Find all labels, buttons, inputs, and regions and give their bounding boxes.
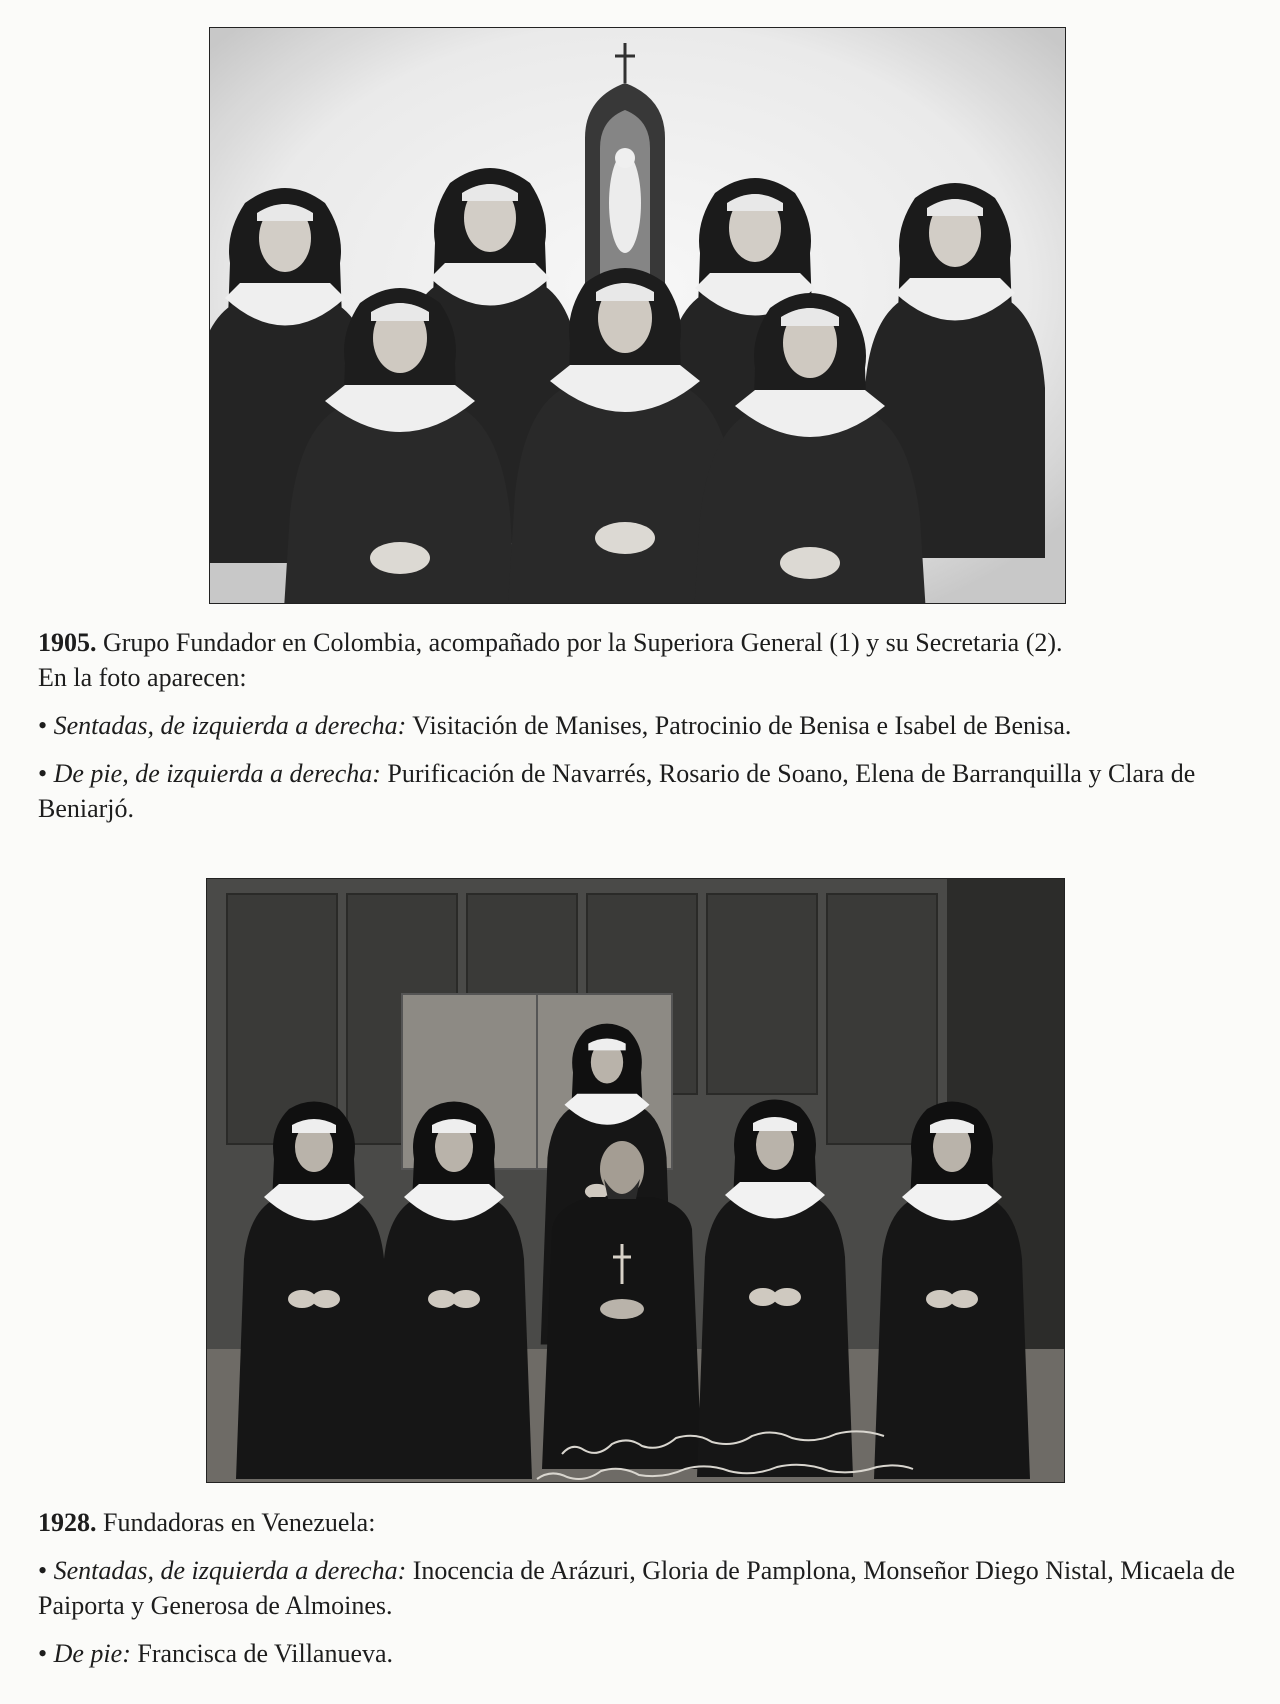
caption-text: Fundadoras en Venezuela: xyxy=(103,1508,376,1537)
list-item-text: Purificación de Navarrés, Rosario de Soano, Elena de Barranquilla y Clara de Beniarjó. xyxy=(38,759,1196,823)
list-item-standing xyxy=(38,756,1238,826)
photo-1905-founding-group xyxy=(209,27,1066,604)
caption-1905-intro xyxy=(38,625,1238,660)
caption-1928 xyxy=(38,1505,1238,1671)
photo-1928-venezuela-founders xyxy=(206,878,1065,1483)
list-item-text: Visitación de Manises, Patrocinio de Benisa e Isabel de Benisa. xyxy=(412,711,1072,740)
list-item-text: Francisca de Villanueva. xyxy=(137,1639,394,1668)
list-item-text: Inocencia de Arázuri, Gloria de Pamplona, Monseñor Diego Nistal, Micaela de Paiporta y Generosa de Almoines. xyxy=(38,1556,1236,1620)
caption-1905 xyxy=(38,625,1238,826)
bullet-icon: • xyxy=(38,1556,48,1585)
list-item-label: Sentadas, de izquierda a derecha: xyxy=(53,1556,407,1585)
bullet-icon: • xyxy=(38,759,48,788)
list-item-standing xyxy=(38,1636,1238,1671)
list-item-seated xyxy=(38,708,1238,743)
list-item-label: De pie, de izquierda a derecha: xyxy=(53,759,381,788)
year-label: 1928. xyxy=(38,1508,97,1537)
bullet-icon: • xyxy=(38,1639,48,1668)
caption-1928-intro xyxy=(38,1505,1238,1540)
list-item-label: De pie: xyxy=(53,1639,131,1668)
list-item-label: Sentadas, de izquierda a derecha: xyxy=(53,711,407,740)
caption-text: Grupo Fundador en Colombia, acompañado por la Superiora General (1) y su Secretaria (2). xyxy=(103,628,1063,657)
list-item-seated xyxy=(38,1553,1238,1623)
caption-text-line2: En la foto aparecen: xyxy=(38,663,247,692)
year-label: 1905. xyxy=(38,628,97,657)
bullet-icon: • xyxy=(38,711,48,740)
